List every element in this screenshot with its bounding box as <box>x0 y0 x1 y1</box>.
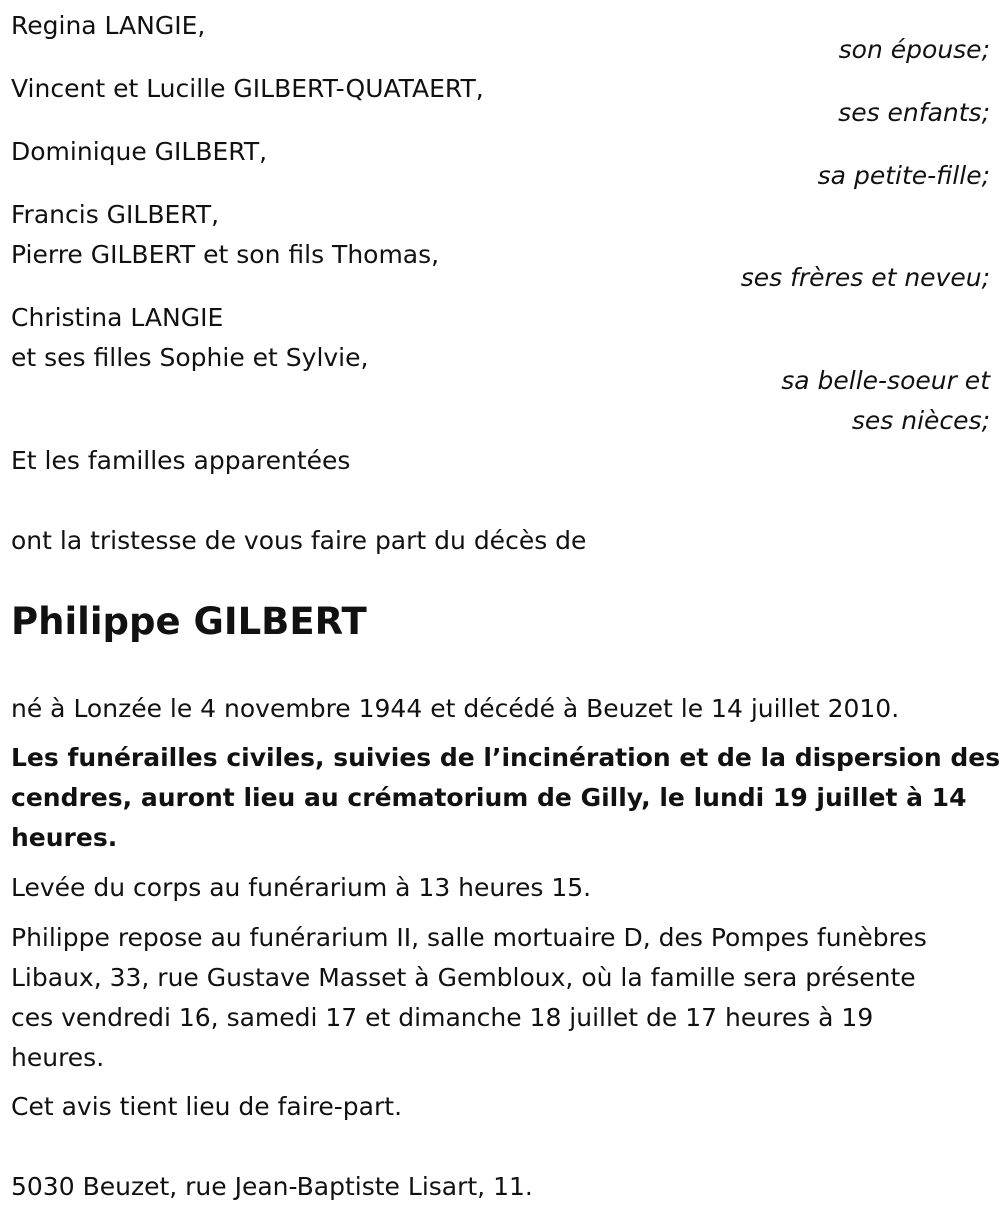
family-member-line: Regina LANGIE, <box>11 11 206 40</box>
funeral-line: cendres, auront lieu au crématorium de Gilly, le lundi 19 juillet à 14 <box>11 783 967 812</box>
funeral-details <box>11 738 1000 858</box>
funeral-line: Les funérailles civiles, suivies de l’incinération et de la dispersion des <box>11 743 1000 772</box>
related-families: Et les familles apparentées <box>11 446 351 475</box>
family-relation: ses enfants; <box>838 98 990 127</box>
family-member-line: Christina LANGIE <box>11 303 224 332</box>
family-address: 5030 Beuzet, rue Jean-Baptiste Lisart, 11. <box>11 1172 533 1201</box>
family-member-line: Francis GILBERT, <box>11 200 220 229</box>
notice-text: Cet avis tient lieu de faire-part. <box>11 1092 403 1121</box>
family-relation: ses frères et neveu; <box>740 263 990 292</box>
repose-details <box>11 918 996 1078</box>
repose-line: ces vendredi 16, samedi 17 et dimanche 18 juillet de 17 heures à 19 <box>11 1003 874 1032</box>
repose-line: Philippe repose au funérarium II, salle mortuaire D, des Pompes funèbres <box>11 923 927 952</box>
deceased-name: Philippe GILBERT <box>11 600 367 643</box>
family-member-line: et ses filles Sophie et Sylvie, <box>11 343 369 372</box>
levee-du-corps: Levée du corps au funérarium à 13 heures 15. <box>11 873 592 902</box>
funeral-line: heures. <box>11 823 118 852</box>
announcement-text: ont la tristesse de vous faire part du décès de <box>11 526 587 555</box>
family-member-line: Pierre GILBERT et son fils Thomas, <box>11 240 440 269</box>
birth-death-dates: né à Lonzée le 4 novembre 1944 et décédé à Beuzet le 14 juillet 2010. <box>11 694 900 723</box>
family-member-line: Dominique GILBERT, <box>11 137 268 166</box>
family-member-line: Vincent et Lucille GILBERT-QUATAERT, <box>11 74 484 103</box>
family-relation: sa petite-fille; <box>817 161 990 190</box>
family-relation: ses nièces; <box>851 406 990 435</box>
repose-line: Libaux, 33, rue Gustave Masset à Gembloux, où la famille sera présente <box>11 963 916 992</box>
family-relation: sa belle-soeur et <box>781 366 990 395</box>
repose-line: heures. <box>11 1043 105 1072</box>
family-relation: son épouse; <box>838 35 990 64</box>
